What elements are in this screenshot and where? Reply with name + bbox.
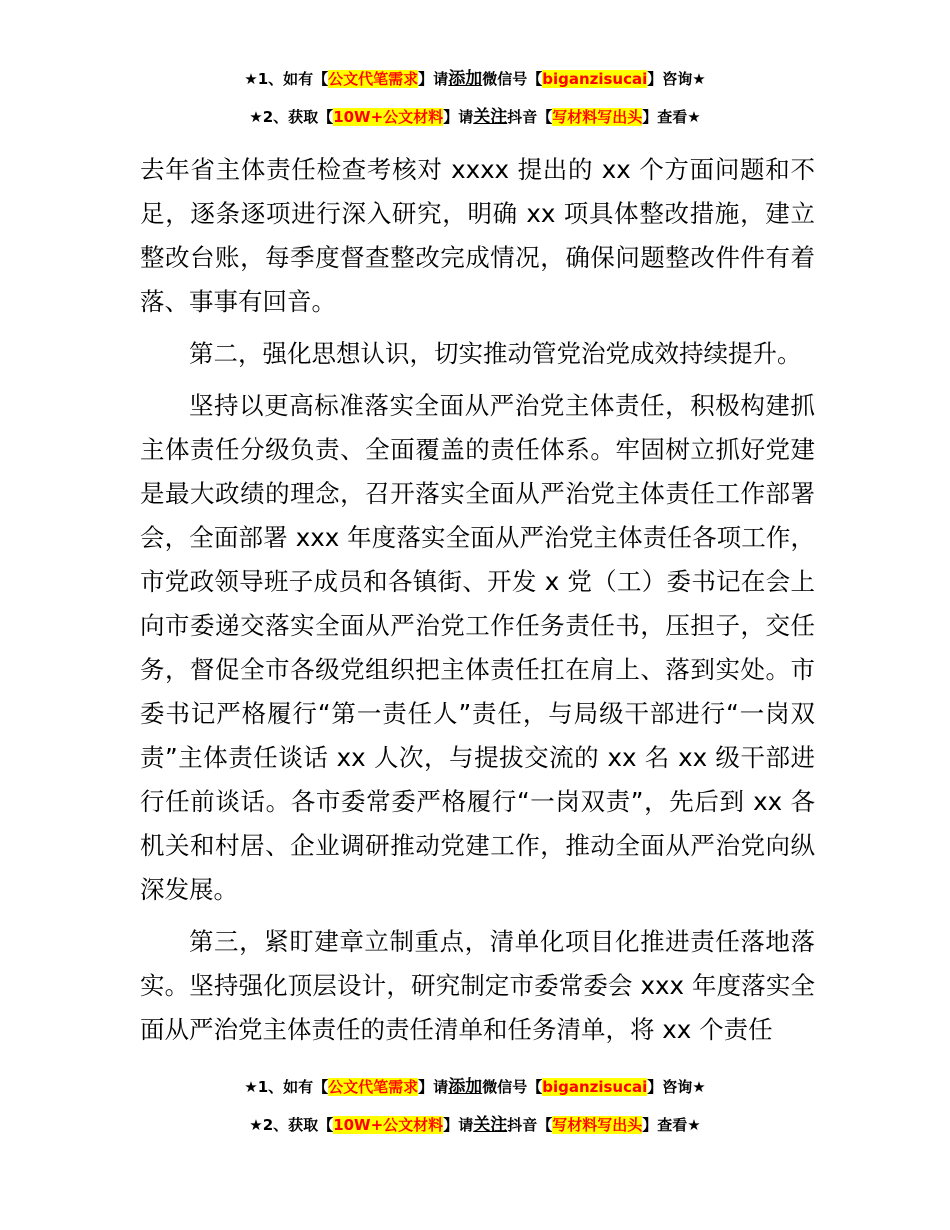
banner-text: 】请 — [418, 1078, 449, 1096]
banner-emphasis: 关注 — [473, 1115, 508, 1135]
banner-douyin-id: 写材料写出头 — [552, 1116, 643, 1134]
banner-text: 】请 — [443, 1116, 474, 1134]
body-paragraph: 去年省主体责任检查考核对 xxxx 提出的 xx 个方面问题和不足，逐条逐项进行深入研究，明确 xx 项具体整改措施，建立整改台账，每季度督查整改完成情况，确保问题整改件件有着落、事事有回音。 — [140, 155, 815, 316]
banner-emphasis: 添加 — [448, 1077, 483, 1097]
banner-emphasis: 添加 — [448, 69, 483, 89]
banner-suffix: 】查看★ — [642, 1116, 701, 1134]
banner-text: 】请 — [418, 70, 449, 88]
header-banner-line2 — [0, 106, 950, 128]
banner-emphasis: 关注 — [473, 107, 508, 127]
banner-prefix: ★2、获取【 — [249, 108, 334, 126]
banner-highlight: 公文代笔需求 — [328, 1078, 419, 1096]
footer-banner-line1 — [0, 1076, 950, 1098]
header-banner-line1 — [0, 68, 950, 90]
banner-text: 】请 — [443, 108, 474, 126]
document-body — [140, 148, 815, 1052]
banner-suffix: 】咨询★ — [647, 1078, 706, 1096]
banner-highlight: 10W+公文材料 — [333, 1116, 444, 1134]
banner-prefix: ★1、如有【 — [244, 70, 329, 88]
banner-text: 抖音【 — [507, 1116, 553, 1134]
banner-wechat-id: biganzisucai — [542, 1078, 648, 1096]
banner-prefix: ★1、如有【 — [244, 1078, 329, 1096]
banner-suffix: 】咨询★ — [647, 70, 706, 88]
section-heading-paragraph: 第二，强化思想认识，切实推动管党治党成效持续提升。 — [189, 339, 802, 368]
footer-banner-line2 — [0, 1114, 950, 1136]
banner-douyin-id: 写材料写出头 — [552, 108, 643, 126]
banner-wechat-id: biganzisucai — [542, 70, 648, 88]
banner-text: 微信号【 — [482, 70, 543, 88]
banner-highlight: 公文代笔需求 — [328, 70, 419, 88]
body-paragraph: 第三，紧盯建章立制重点，清单化项目化推进责任落地落实。坚持强化顶层设计，研究制定市委常委会 xxx 年度落实全面从严治党主体责任的责任清单和任务清单，将 xx 个责任 — [140, 927, 815, 1044]
banner-text: 微信号【 — [482, 1078, 543, 1096]
body-paragraph: 坚持以更高标准落实全面从严治党主体责任，积极构建抓主体责任分级负责、全面覆盖的责任体系。牢固树立抓好党建是最大政绩的理念，召开落实全面从严治党主体责任工作部署会，全面部署 xxx 年度落实全面从严治党主体责任各项工作，市党政领导班子成员和各镇街、开发 x 党（工）委书记在会上向市委递交落实全面从严治党工作任务责任书，压担子，交任务，督促全市各级党组织把主体责任扛在肩上、落到实处。市委书记严格履行“第一责任人”责任，与局级干部进行“一岗双责”主体责任谈话 xx 人次，与提拔交流的 xx 名 xx 级干部进行任前谈话。各市委常委严格履行“一岗双责”，先后到 xx 各机关和村居、企业调研推动党建工作，推动全面从严治党向纵深发展。 — [140, 391, 815, 904]
banner-prefix: ★2、获取【 — [249, 1116, 334, 1134]
banner-highlight: 10W+公文材料 — [333, 108, 444, 126]
banner-text: 抖音【 — [507, 108, 553, 126]
banner-suffix: 】查看★ — [642, 108, 701, 126]
